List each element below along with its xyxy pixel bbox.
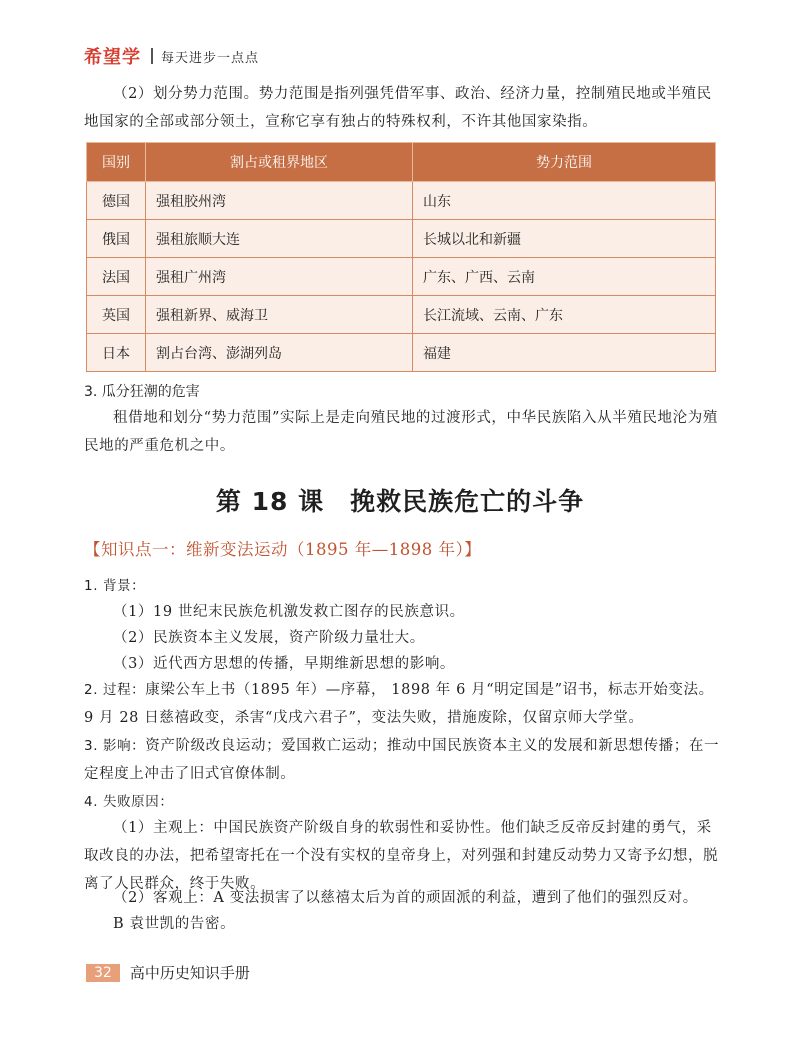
impact-text: 资产阶级改良运动；爱国救亡运动；推动中国民族资本主义的发展和新思想传播；在一定程度上冲击了旧式官僚体制。 — [84, 738, 720, 782]
process-text: 康梁公车上书（1895 年）—序幕， 1898 年 6 月“明定国是”诏书，标志开始变法。9 月 28 日慈禧政变，杀害“戊戌六君子”，变法失败，措施废除，仅留京师大学堂。 — [84, 682, 714, 726]
country-cell: 英国 — [87, 296, 146, 334]
header-divider — [151, 48, 153, 64]
table-row — [87, 258, 716, 296]
country-cell: 德国 — [87, 182, 146, 220]
background-label — [84, 572, 720, 600]
process-label: 2. 过程： — [84, 682, 146, 698]
brand-logo: 希望学 — [84, 47, 141, 68]
sphere-cell: 山东 — [413, 182, 716, 220]
book-title: 高中历史知识手册 — [129, 964, 250, 982]
country-cell: 俄国 — [87, 220, 146, 258]
territory-cell: 强租广州湾 — [146, 258, 413, 296]
slogan: 每天进步一点点 — [161, 50, 260, 66]
territory-cell: 割占台湾、澎湖列岛 — [146, 334, 413, 372]
territory-cell: 强租胶州湾 — [146, 182, 413, 220]
failure-label-text: 4. 失败原因： — [84, 794, 174, 810]
impact-label: 3. 影响： — [84, 738, 146, 754]
process-paragraph — [84, 676, 720, 732]
intro-paragraph: （2）划分势力范围。势力范围是指列强凭借军事、政治、经济力量，控制殖民地或半殖民地国家的全部或部分领土，宣称它享有独占的特殊权利，不许其他国家染指。 — [84, 86, 712, 130]
country-cell: 法国 — [87, 258, 146, 296]
section-heading: 3. 瓜分狂潮的危害 — [84, 384, 200, 400]
impact-paragraph — [84, 732, 720, 788]
header-territory: 割占或租界地区 — [146, 143, 413, 182]
table-row — [87, 296, 716, 334]
sphere-cell: 长城以北和新疆 — [413, 220, 716, 258]
background-item: （2）民族资本主义发展，资产阶级力量壮大。 — [113, 630, 425, 646]
failure-objective-b: B 袁世凯的告密。 — [113, 916, 236, 932]
header-country: 国别 — [87, 143, 146, 182]
lesson-title: 第 18 课 挽救民族危亡的斗争 — [215, 487, 585, 516]
failure-objective-a: （2）客观上：A 变法损害了以慈禧太后为首的顽固派的利益，遭到了他们的强烈反对。 — [113, 890, 698, 906]
page-footer — [86, 962, 250, 983]
sphere-cell: 福建 — [413, 334, 716, 372]
failure-subjective: （1）主观上：中国民族资产阶级自身的软弱性和妥协性。他们缺乏反帝反封建的勇气，采取改良的办法，把希望寄托在一个没有实权的皇帝身上，对列强和封建反动势力又寄予幻想，脱离了人民群众，终于失败。 — [84, 820, 719, 892]
background-item: （1）19 世纪末民族危机激发救亡图存的民族意识。 — [113, 604, 465, 620]
background-label-text: 1. 背景： — [84, 578, 146, 594]
sphere-cell: 长江流域、云南、广东 — [413, 296, 716, 334]
country-cell: 日本 — [87, 334, 146, 372]
page-number: 32 — [86, 964, 120, 982]
table-header-row — [87, 143, 716, 182]
background-item: （3）近代西方思想的传播，早期维新思想的影响。 — [113, 656, 456, 672]
territory-cell: 强租旅顺大连 — [146, 220, 413, 258]
failure-label — [84, 788, 720, 816]
section-paragraph: 租借地和划分“势力范围”实际上是走向殖民地的过渡形式，中华民族陷入从半殖民地沦为殖民地的严重危机之中。 — [84, 410, 718, 454]
sphere-cell: 广东、广西、云南 — [413, 258, 716, 296]
spheres-table — [86, 142, 716, 372]
page-header — [84, 44, 259, 68]
table-row — [87, 334, 716, 372]
table-row — [87, 220, 716, 258]
territory-cell: 强租新界、威海卫 — [146, 296, 413, 334]
knowledge-point-heading: 【知识点一：维新变法运动（1895 年—1898 年）】 — [84, 540, 482, 559]
header-sphere: 势力范围 — [413, 143, 716, 182]
table-row — [87, 182, 716, 220]
